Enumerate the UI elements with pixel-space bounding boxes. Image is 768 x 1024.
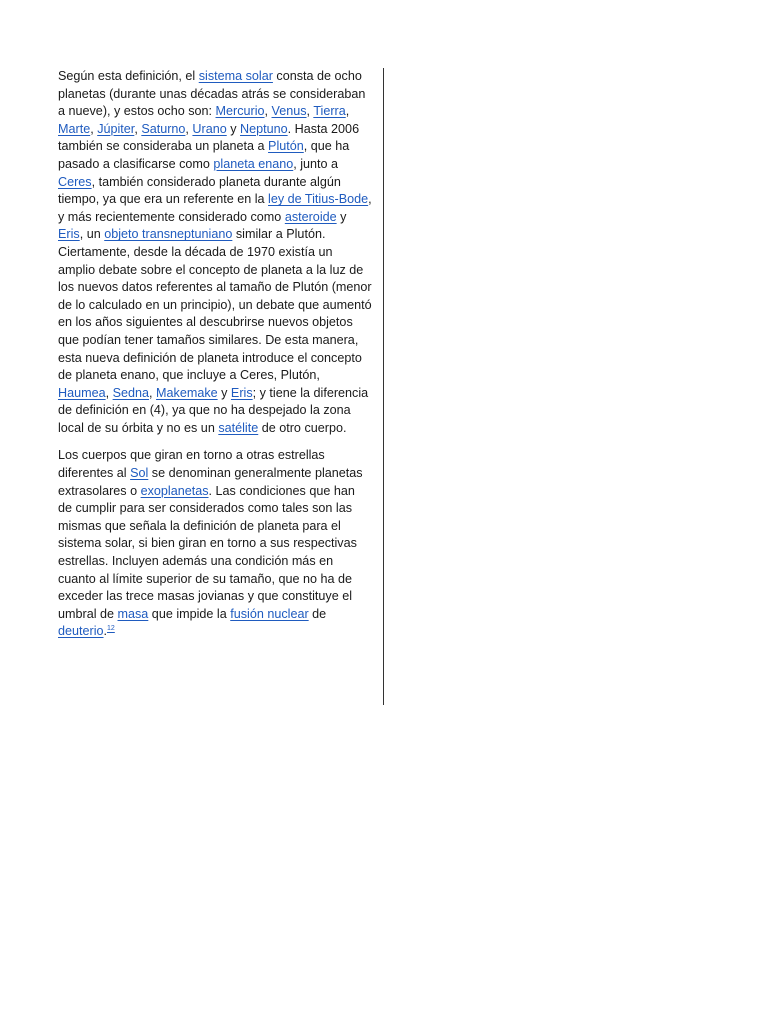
link-sedna[interactable]: Sedna bbox=[112, 385, 150, 400]
separator: y bbox=[336, 209, 347, 224]
column-divider bbox=[383, 68, 384, 705]
link-pluton[interactable]: Plutón bbox=[268, 139, 304, 154]
text-run: . Hasta 2006 también se consideraba un planeta a bbox=[58, 121, 360, 154]
link-sistema-solar[interactable]: sistema solar bbox=[198, 69, 273, 83]
text-run: consta de ocho planetas (durante unas décadas atrás se consideraban a nueve), y estos ocho son: bbox=[58, 69, 366, 119]
separator: , bbox=[306, 104, 314, 119]
link-fusion-nuclear[interactable]: fusión nuclear bbox=[230, 606, 309, 621]
text-run: , un bbox=[79, 227, 105, 242]
link-ley-titius-bode[interactable]: ley de Titius-Bode bbox=[268, 192, 369, 207]
link-marte[interactable]: Marte bbox=[58, 121, 91, 136]
paragraph-exoplanets bbox=[58, 447, 372, 641]
link-asteroide[interactable]: asteroide bbox=[284, 209, 337, 224]
text-run: Según esta definición, el bbox=[58, 69, 199, 83]
link-deuterio[interactable]: deuterio bbox=[58, 624, 104, 639]
link-urano[interactable]: Urano bbox=[192, 121, 227, 136]
link-satelite[interactable]: satélite bbox=[218, 420, 259, 435]
footnote-link[interactable]: 12 bbox=[107, 625, 115, 633]
text-column bbox=[58, 68, 372, 651]
text-run: . bbox=[103, 624, 108, 639]
paragraph-planet-definition bbox=[58, 68, 372, 437]
link-ceres[interactable]: Ceres bbox=[58, 174, 92, 189]
text-run: ; y tiene la diferencia de definición en (4), ya que no ha despejado la zona local de su órbita y no es un bbox=[58, 385, 369, 435]
text-run: se denominan generalmente planetas extrasolares o bbox=[58, 466, 363, 498]
text-run: , también considerado planeta durante algún tiempo, ya que era un referente en la bbox=[58, 174, 341, 207]
link-haumea[interactable]: Haumea bbox=[58, 385, 106, 400]
text-run: , y más recientemente considerado como bbox=[58, 192, 372, 224]
link-objeto-transneptuniano[interactable]: objeto transneptuniano bbox=[104, 227, 233, 242]
separator: , bbox=[134, 121, 142, 136]
separator: , bbox=[345, 104, 350, 119]
link-exoplanetas[interactable]: exoplanetas bbox=[140, 483, 209, 498]
link-neptuno[interactable]: Neptuno bbox=[240, 121, 288, 136]
link-makemake[interactable]: Makemake bbox=[156, 385, 218, 400]
text-run: , junto a bbox=[293, 156, 339, 171]
link-saturno[interactable]: Saturno bbox=[141, 121, 186, 136]
link-mercurio[interactable]: Mercurio bbox=[215, 104, 265, 119]
footnote-reference bbox=[107, 625, 115, 632]
separator: , bbox=[90, 121, 98, 136]
link-sol[interactable]: Sol bbox=[130, 466, 149, 481]
separator: , bbox=[185, 121, 193, 136]
separator: y bbox=[226, 121, 241, 136]
text-run: que impide la bbox=[148, 606, 231, 621]
text-run: de bbox=[308, 606, 327, 621]
link-venus[interactable]: Venus bbox=[271, 104, 307, 119]
text-run: similar a Plutón. Ciertamente, desde la década de 1970 existía un amplio debate sobre el concepto de planeta a la luz de los nuevos datos referentes al tamaño de Plutón (menor de lo calculado en un principio), un debate que aumentó en los años siguientes al descubrirse nuevos objetos que podían tener tamaños similares. De esta manera, esta nueva definición de planeta introduce el concepto de planeta enano, que incluye a Ceres, Plutón, bbox=[58, 227, 372, 383]
separator: , bbox=[149, 385, 157, 400]
link-planeta-enano[interactable]: planeta enano bbox=[213, 156, 294, 171]
link-tierra[interactable]: Tierra bbox=[313, 104, 346, 119]
separator: y bbox=[217, 385, 231, 400]
separator: , bbox=[105, 385, 113, 400]
link-eris-2[interactable]: Eris bbox=[230, 385, 253, 400]
link-jupiter[interactable]: Júpiter bbox=[97, 121, 135, 136]
link-eris[interactable]: Eris bbox=[58, 227, 80, 242]
text-run: Los cuerpos que giran en torno a otras estrellas diferentes al bbox=[58, 448, 325, 481]
link-masa[interactable]: masa bbox=[117, 606, 149, 621]
separator: , bbox=[264, 104, 272, 119]
text-run: . Las condiciones que han de cumplir para ser considerados como tales son las mismas que señala la definición de planeta para el sistema solar, si bien giran en torno a sus respectivas estrellas. Incluyen además una condición más en cuanto al límite superior de su tamaño, que no ha de exceder las trece masas jovianas y que constituye el umbral de bbox=[58, 483, 357, 621]
text-run: , que ha pasado a clasificarse como bbox=[58, 139, 350, 171]
text-run: de otro cuerpo. bbox=[258, 420, 347, 435]
